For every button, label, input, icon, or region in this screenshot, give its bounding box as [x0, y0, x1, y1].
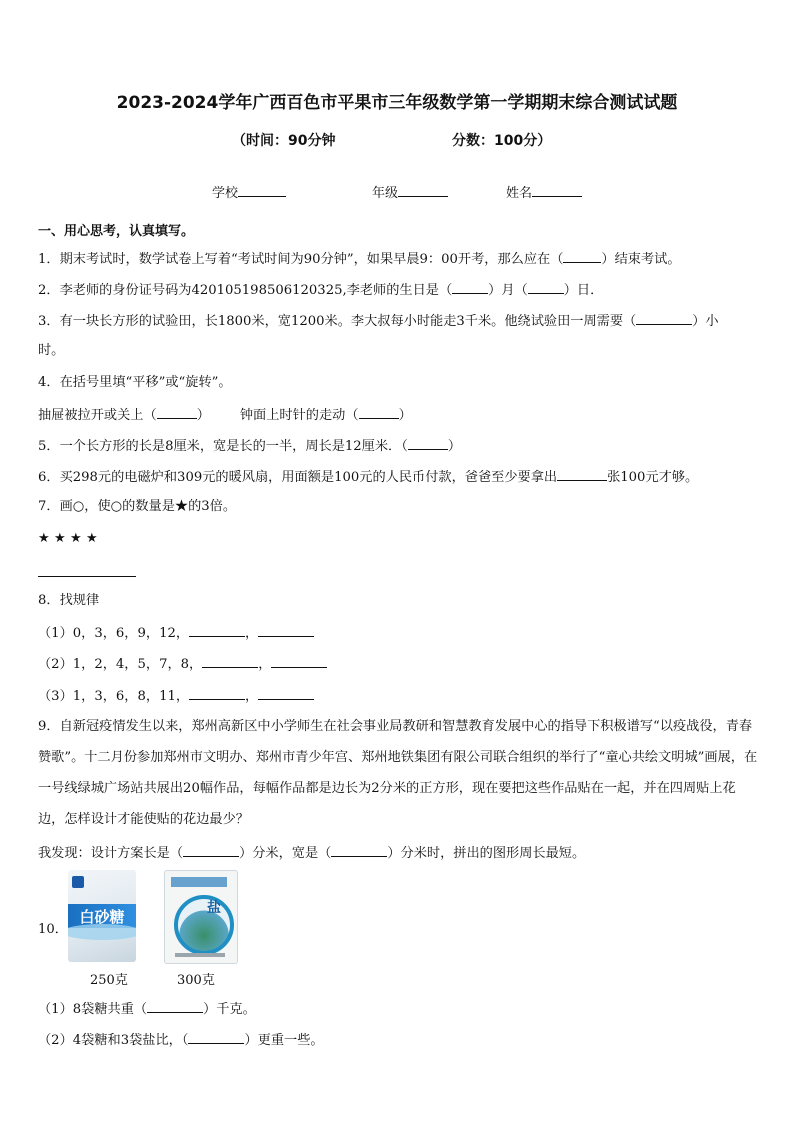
exam-score: 分数：100分） [452, 133, 552, 149]
question-9: 9．自新冠疫情发生以来，郑州高新区中小学师生在社会事业局教研和智慧教育发展中心的指导下积极谱写“以疫战役，青春赞歌”。十二月份参加郑州市文明办、郑州市青少年宫、郑州地铁集团有限公司联合组织的举行了“童心共绘文明城”画展，在一号线绿城广场站共展出20幅作品，每幅作品都是边长为2分米的正方形，现在要把这些作品贴在一起，并在四周贴上花边，怎样设计才能使贴的花边最少？ [38, 719, 758, 827]
pattern-3-text: （3）1，3，6，8，11， [38, 689, 190, 704]
question-8: 8．找规律 [38, 593, 100, 608]
q2-day-blank[interactable] [528, 279, 564, 294]
pattern-row-2 [38, 653, 327, 675]
q5-text: 5．一个长方形的长是8厘米，宽是长的一半，周长是12厘米．（ [38, 439, 408, 454]
q6-text-end: 张100元才够。 [607, 470, 699, 485]
name-label: 姓名 [506, 186, 533, 201]
exam-time: （时间：90分钟 [232, 133, 336, 149]
pattern-row-1 [38, 622, 314, 644]
q10-p1-end: ）千克。 [203, 1002, 256, 1017]
pattern-2-sep: ， [258, 657, 272, 672]
star-row: ★ ★ ★ ★ [38, 531, 98, 546]
question-10-part-1 [38, 998, 256, 1020]
question-3 [38, 310, 719, 332]
q2-text: 2．李老师的身份证号码为420105198506120325,李老师的生日是（ [38, 283, 453, 298]
question-7: 7．画○，使○的数量是★的3倍。 [38, 499, 237, 514]
q4-left-blank[interactable] [157, 404, 197, 419]
page-title: 2023-2024学年广西百色市平果市三年级数学第一学期期末综合测试试题 [116, 93, 678, 113]
pattern-3-blank-b[interactable] [258, 685, 314, 700]
pattern-3-blank-a[interactable] [189, 685, 245, 700]
q5-text-end: ） [447, 439, 462, 454]
q2-text-mid: ）月（ [488, 283, 528, 298]
q6-blank[interactable] [557, 466, 607, 481]
q10-p1-text: （1）8袋糖共重（ [38, 1002, 148, 1017]
q10-p2-text: （2）4袋糖和3袋盐比，（ [38, 1033, 189, 1048]
logo-icon [72, 876, 84, 888]
grade-field [372, 182, 448, 201]
question-9-answer [38, 842, 585, 864]
question-4: 4．在括号里填“平移”或“旋转”。 [38, 375, 232, 390]
pattern-1-sep: ， [245, 626, 259, 641]
q9-find-mid: ）分米，宽是（ [239, 846, 332, 861]
pattern-1-blank-b[interactable] [258, 622, 314, 637]
sugar-weight: 250克 [90, 973, 128, 988]
pattern-row-3 [38, 685, 314, 707]
q1-text: 1．期末考试时，数学试卷上写着“考试时间为90分钟”，如果早晨9：00开考，那么应在（ [38, 252, 564, 267]
q4-right-end: ） [398, 408, 412, 423]
school-label: 学校 [212, 186, 239, 201]
sugar-label: 白砂糖 [79, 908, 125, 926]
school-blank[interactable] [238, 182, 286, 197]
q9-width-blank[interactable] [331, 842, 387, 857]
grade-label: 年级 [372, 186, 399, 201]
q9-find-end: ）分米时，拼出的图形周长最短。 [387, 846, 586, 861]
q10-p1-blank[interactable] [147, 998, 203, 1013]
q1-blank[interactable] [563, 248, 601, 263]
question-2 [38, 279, 603, 301]
school-field [212, 182, 286, 201]
grade-blank[interactable] [398, 182, 448, 197]
name-blank[interactable] [532, 182, 582, 197]
q2-month-blank[interactable] [452, 279, 488, 294]
name-field [506, 182, 582, 201]
question-10-number: 10． [38, 922, 68, 937]
q2-text-end: ）日． [563, 283, 604, 298]
section-heading: 一、用心思考，认真填写。 [38, 224, 195, 239]
salt-weight: 300克 [177, 973, 215, 988]
sugar-bag-image [68, 870, 136, 962]
q6-text: 6．买298元的电磁炉和309元的暖风扇，用面额是100元的人民币付款，爸爸至少要拿出 [38, 470, 558, 485]
q5-blank[interactable] [408, 435, 448, 450]
q10-p2-end: ）更重一些。 [244, 1033, 324, 1048]
pattern-2-blank-a[interactable] [202, 653, 258, 668]
q4-right-text: 钟面上时针的走动（ [239, 408, 359, 423]
salt-emblem-icon [174, 895, 234, 955]
q9-length-blank[interactable] [183, 842, 239, 857]
q4-left-text: 抽屉被拉开或关上（ [38, 408, 157, 423]
question-5 [38, 435, 461, 457]
pattern-2-blank-b[interactable] [271, 653, 327, 668]
q4-left-end: ） [196, 408, 210, 423]
question-10-part-2 [38, 1029, 324, 1051]
salt-bag-image [164, 870, 238, 964]
pattern-2-text: （2）1，2，4，5，7，8， [38, 657, 203, 672]
salt-label: 盐 [207, 900, 221, 916]
q10-p2-blank[interactable] [188, 1029, 244, 1044]
question-6 [38, 466, 698, 488]
question-1 [38, 248, 681, 270]
q3-text: 3．有一块长方形的试验田，长1800米，宽1200米。李大叔每小时能走3千米。他绕试验田一周需要（ [38, 314, 637, 329]
answer-line[interactable] [38, 576, 136, 577]
q3-text-end: ）小 [692, 314, 719, 329]
pattern-1-blank-a[interactable] [189, 622, 245, 637]
question-4-items [38, 404, 412, 426]
question-3-cont: 时。 [38, 343, 65, 358]
q3-blank[interactable] [636, 310, 692, 325]
q1-text-end: ）结束考试。 [601, 252, 681, 267]
pattern-3-sep: ， [245, 689, 259, 704]
q9-find-text: 我发现：设计方案长是（ [38, 846, 184, 861]
q4-right-blank[interactable] [359, 404, 399, 419]
pattern-1-text: （1）0，3，6，9，12， [38, 626, 190, 641]
